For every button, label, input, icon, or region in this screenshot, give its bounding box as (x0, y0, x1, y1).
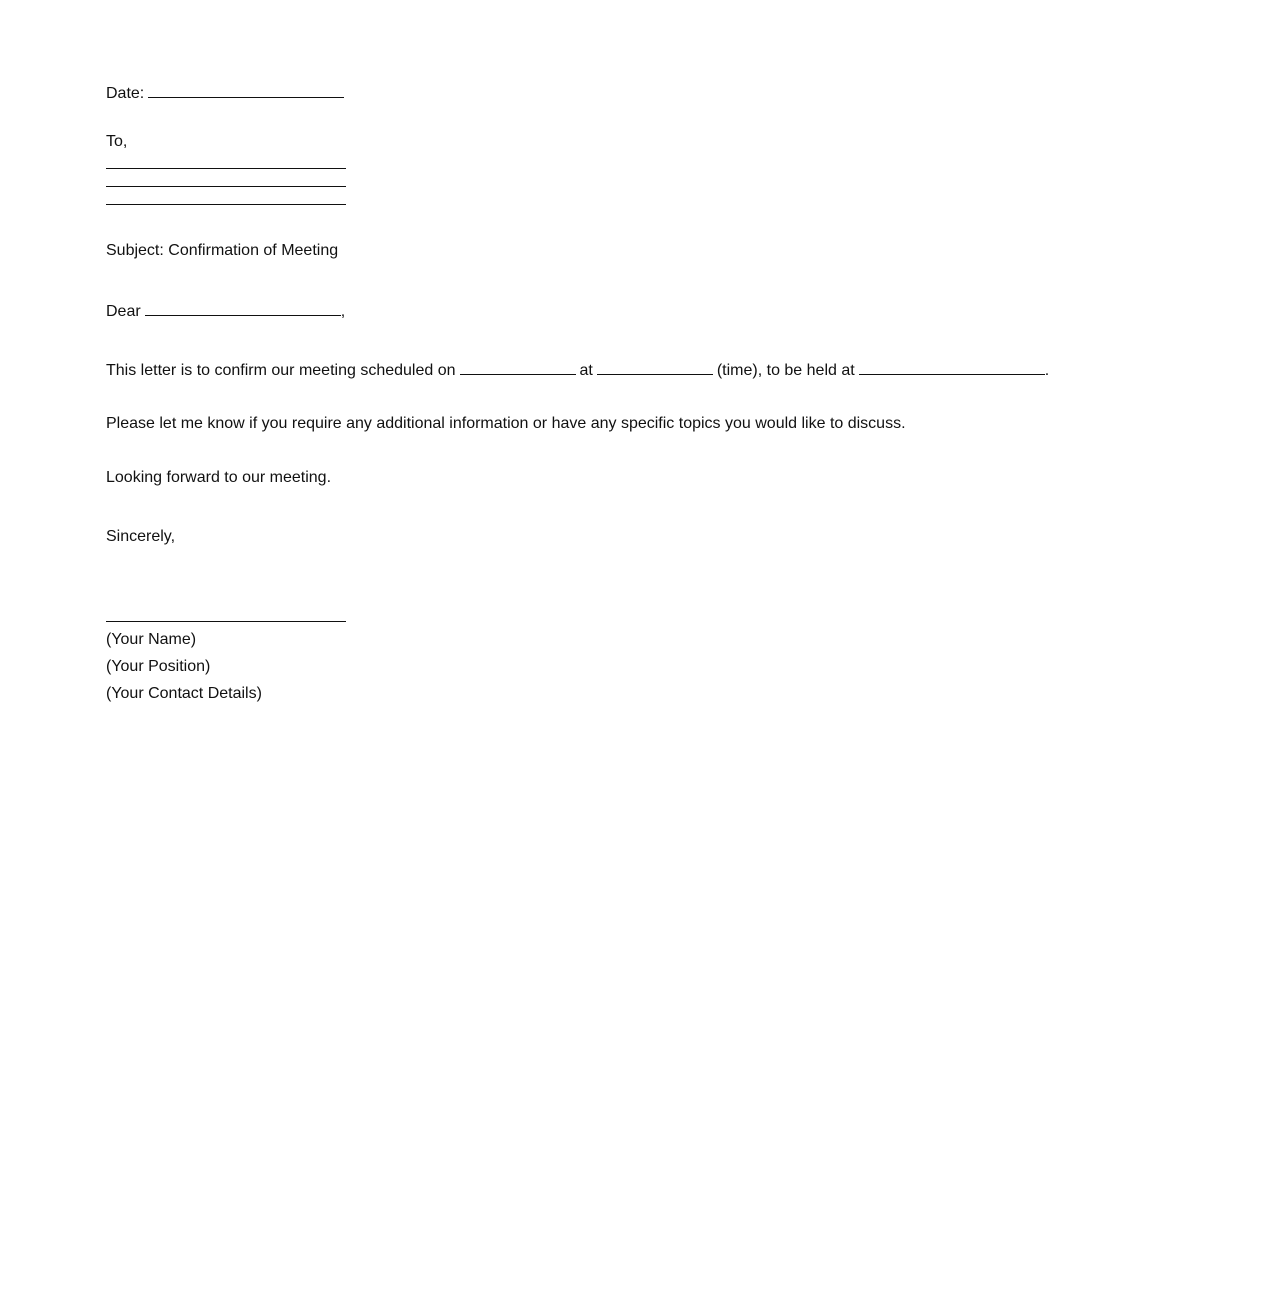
meeting-time-blank[interactable] (597, 359, 713, 375)
body1-text: This letter is to confirm our meeting scheduled on (106, 362, 456, 379)
meeting-location-blank[interactable] (859, 359, 1045, 375)
body-paragraph-1 (106, 359, 1049, 381)
signature-line[interactable] (106, 621, 346, 622)
body1-location-text: (time), to be held at (716, 362, 855, 379)
body1-period: . (1044, 362, 1050, 379)
to-label: To, (106, 133, 128, 150)
subject-line: Subject: Confirmation of Meeting (106, 242, 339, 259)
date-line (106, 82, 348, 104)
meeting-date-blank[interactable] (460, 359, 576, 375)
signature-position: (Your Position) (106, 658, 211, 675)
salutation: Dear (106, 303, 141, 320)
signature-contact: (Your Contact Details) (106, 685, 262, 702)
recipient-line-2[interactable] (106, 186, 346, 187)
salutation-line (106, 300, 345, 322)
recipient-name-blank[interactable] (145, 300, 341, 316)
salutation-comma: , (340, 303, 346, 320)
recipient-line-1[interactable] (106, 168, 346, 169)
date-label: Date: (106, 85, 145, 102)
signature-name: (Your Name) (106, 631, 197, 648)
body-paragraph-2: Please let me know if you require any additional information or have any specific topics you would like to discuss. (106, 415, 906, 432)
body1-at: at (579, 362, 593, 379)
body-paragraph-3: Looking forward to our meeting. (106, 469, 332, 486)
closing: Sincerely, (106, 528, 176, 545)
recipient-line-3[interactable] (106, 204, 346, 205)
date-blank[interactable] (148, 82, 344, 98)
